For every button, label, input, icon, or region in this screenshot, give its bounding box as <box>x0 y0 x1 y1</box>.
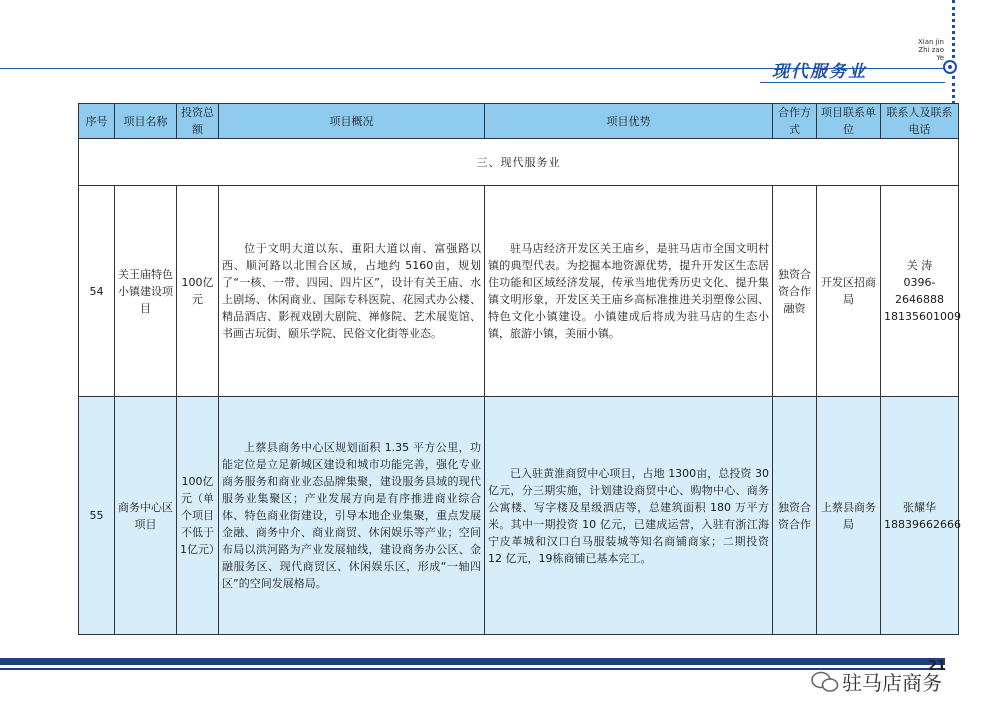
column-header: 项目优势 <box>485 104 773 139</box>
contact-phone: 0396-2646888 <box>895 276 944 306</box>
investment-amount: 100亿元（单个项目不低于1亿元） <box>177 397 219 635</box>
table-row <box>79 397 959 635</box>
project-name: 商务中心区项目 <box>115 397 177 635</box>
contact-info <box>881 397 959 635</box>
cooperation-mode: 独资合资合作融资 <box>773 186 817 397</box>
table-header-row <box>79 104 959 139</box>
project-overview: 位于文明大道以东、重阳大道以南、富强路以西、顺河路以北围合区域，占地约 5160亩，规划了“一核、一带、四园、四片区”，设计有关王庙、水上剧场、休闲商业、国际专科医院、花园式办公楼、精品酒店、影视戏剧大剧院、禅修院、艺术展览馆、书画古玩街、颐乐学院、民俗文化街等业态。 <box>219 186 485 397</box>
section-row <box>79 139 959 186</box>
column-header: 合作方式 <box>773 104 817 139</box>
header-rule-short <box>760 82 945 83</box>
page-number: 21 <box>928 659 947 674</box>
row-number: 55 <box>79 397 115 635</box>
project-advantage: 驻马店经济开发区关王庙乡，是驻马店市全国文明村镇的典型代表。为挖掘本地资源优势，提升开发区生态居住功能和区域经济发展，传承当地优秀历史文化、提升集镇文明形象，开发区关王庙乡高标准推进关羽塑像公园、特色文化小镇建设。小镇建成后将成为驻马店的生态小镇，旅游小镇，美丽小镇。 <box>485 186 773 397</box>
watermark-text: 驻马店商务 <box>842 671 942 695</box>
investment-amount: 100亿元 <box>177 186 219 397</box>
pinyin-line: Zhi zao <box>918 46 944 54</box>
dotted-line-decoration <box>952 0 955 58</box>
pinyin-line: Ye <box>936 54 944 62</box>
column-header: 项目联系单位 <box>817 104 881 139</box>
column-header: 投资总额 <box>177 104 219 139</box>
contact-name: 张耀华 <box>903 500 936 514</box>
contact-name: 关 涛 <box>906 259 933 272</box>
column-header: 序号 <box>79 104 115 139</box>
contact-phone: 18135601009 <box>884 310 961 323</box>
column-header: 联系人及联系电话 <box>881 104 959 139</box>
contact-phone: 18839662666 <box>884 517 961 531</box>
project-name: 关王庙特色小镇建设项目 <box>115 186 177 397</box>
footer-rule <box>0 668 945 670</box>
cooperation-mode: 独资合资合作 <box>773 397 817 635</box>
row-number: 54 <box>79 186 115 397</box>
project-overview: 上蔡县商务中心区规划面积 1.35 平方公里，功能定位是立足新城区建设和城市功能完善，强化专业商务服务和商业业态品牌集聚，建设服务县域的现代服务业集聚区；产业发展方向是有序推进商业综合体、特色商业街建设，引导本地企业集聚，重点发展金融、商务中介、商业商贸、休闲娱乐等产业；空间布局以洪河路为产业发展轴线，建设商务办公区、金融服务区、现代商贸区、休闲娱乐区，形成“一轴四区”的空间发展格局。 <box>219 397 485 635</box>
section-title: 三、现代服务业 <box>79 139 959 186</box>
footer-bar <box>0 658 945 665</box>
table-row <box>79 186 959 397</box>
header-pinyin <box>910 38 944 62</box>
target-circle-icon <box>943 60 957 74</box>
project-table <box>78 103 959 635</box>
wechat-icon <box>810 670 840 694</box>
contact-info <box>881 186 959 397</box>
contact-unit: 开发区招商局 <box>817 186 881 397</box>
pinyin-line: Xian jin <box>917 38 944 46</box>
project-advantage: 已入驻黄淮商贸中心项目，占地 1300亩，总投资 30 亿元，分三期实施，计划建设商贸中心、购物中心、商务公寓楼、写字楼及星级酒店等，总建筑面积 180 万平方米。其中一期投资 10 亿元，已建成运营，入驻有浙江海宁皮革城和汉口白马服装城等知名商铺商家；二期投资 12 亿元，19栋商铺已基本完工。 <box>485 397 773 635</box>
column-header: 项目名称 <box>115 104 177 139</box>
column-header: 项目概况 <box>219 104 485 139</box>
contact-unit: 上蔡县商务局 <box>817 397 881 635</box>
page-section-title: 现代服务业 <box>772 62 867 82</box>
